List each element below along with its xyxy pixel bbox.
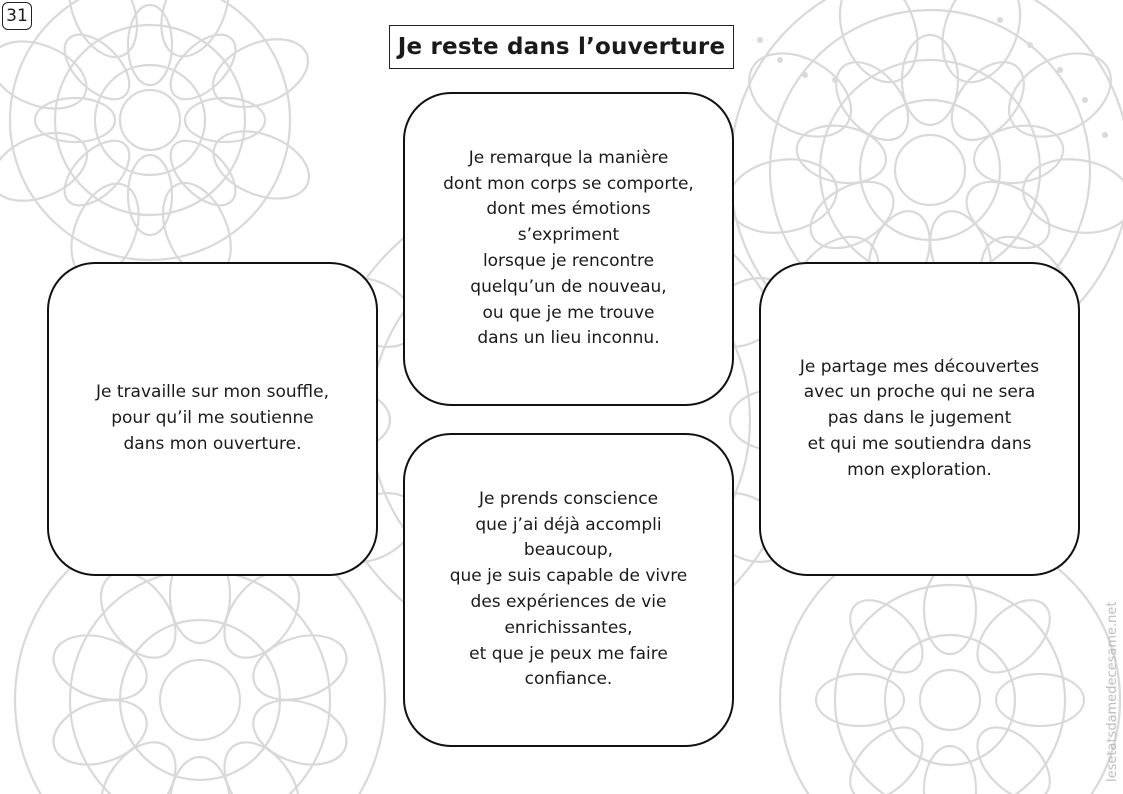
card-top-text: Je remarque la manière dont mon corps se comporte, dont mes émotions s’expriment lorsque je rencontre quelqu’un de nouveau, ou que je me trouve dans un lieu inconnu. bbox=[443, 147, 694, 349]
watermark-url: lesetatsdamedecesame.net bbox=[1105, 601, 1120, 782]
page-title: Je reste dans l’ouverture bbox=[397, 34, 726, 60]
page-number: 31 bbox=[2, 2, 32, 30]
card-left bbox=[47, 262, 378, 576]
card-bottom-text: Je prends conscience que j’ai déjà accompli beaucoup, que je suis capable de vivre des expériences de vie enrichissantes, et que je peux me faire confiance. bbox=[449, 488, 688, 690]
card-top bbox=[403, 92, 734, 406]
card-right-text: Je partage mes découvertes avec un proche qui ne sera pas dans le jugement et qui me soutiendra dans mon exploration. bbox=[799, 356, 1040, 480]
card-left-text: Je travaille sur mon souffle, pour qu’il me soutienne dans mon ouverture. bbox=[96, 382, 329, 454]
card-right bbox=[759, 262, 1080, 576]
mandala-top-left bbox=[0, 0, 319, 289]
card-bottom bbox=[403, 433, 734, 747]
title-box bbox=[389, 25, 734, 69]
